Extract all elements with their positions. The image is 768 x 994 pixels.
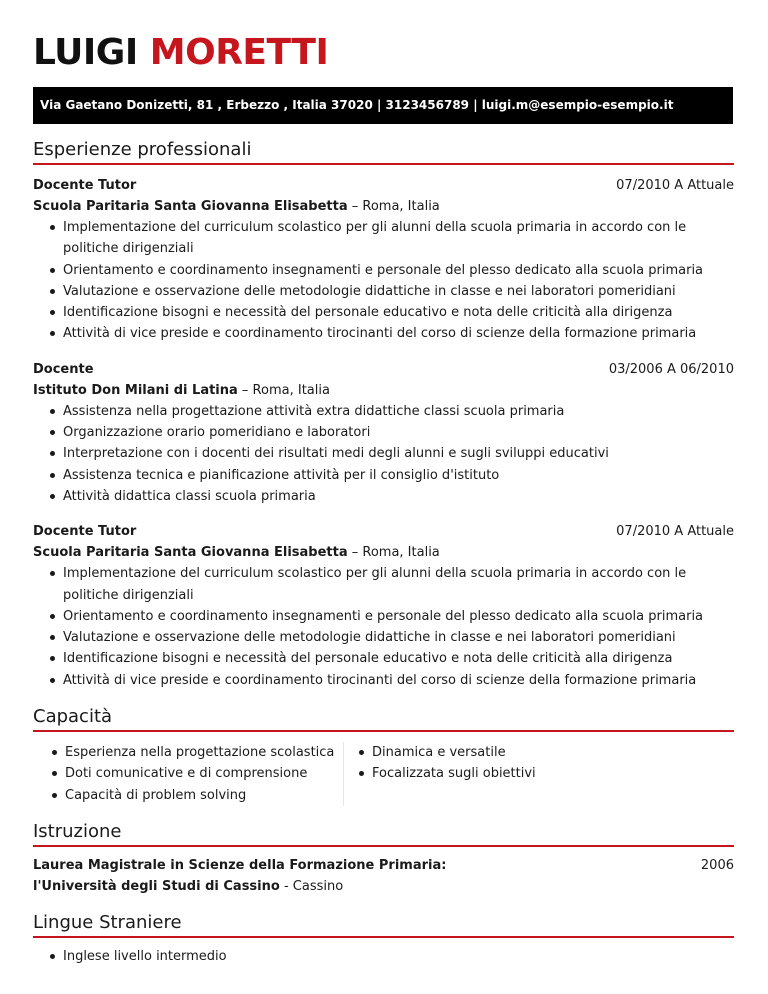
school-name: l'Università degli Studi di Cassino: [33, 878, 280, 894]
job-company: Scuola Paritaria Santa Giovanna Elisabetta: [33, 199, 348, 214]
education-section: [33, 820, 734, 897]
list-item: Valutazione e osservazione delle metodologie didattiche in classe e nei laboratori pomeridiani: [63, 627, 734, 648]
job-title: Docente: [33, 361, 94, 377]
last-name: MORETTI: [149, 32, 329, 73]
list-item: Assistenza nella progettazione attività extra didattiche classi scuola primaria: [63, 401, 734, 422]
list-item: Implementazione del curriculum scolastico per gli alunni della scuola primaria in accordo con le politiche dirigenziali: [63, 563, 734, 606]
job-location: – Roma, Italia: [347, 199, 440, 214]
candidate-name: [33, 30, 328, 76]
job-dates: 07/2010 A Attuale: [616, 178, 734, 193]
job-company: Scuola Paritaria Santa Giovanna Elisabetta: [33, 545, 348, 561]
school-city: - Cassino: [279, 878, 344, 894]
job-title: Docente Tutor: [33, 524, 137, 540]
list-item: Capacità di problem solving: [65, 785, 343, 806]
job-duties: [33, 217, 734, 345]
list-item: Inglese livello intermedio: [63, 946, 734, 967]
list-item: Organizzazione orario pomeridiano e laboratori: [63, 422, 734, 443]
skills-columns: [33, 742, 734, 806]
languages-section: [33, 911, 734, 967]
list-item: Interpretazione con i docenti dei risultati medi degli alunni e sugli sviluppi educativi: [63, 443, 734, 464]
contact-bar: Via Gaetano Donizetti, 81 , Erbezzo , Italia 37020 | 3123456789 | luigi.m@esempio-esempio.it: [33, 87, 733, 124]
degree-title: Laurea Magistrale in Scienze della Formazione Primaria:: [33, 857, 447, 873]
job-title: Docente Tutor: [33, 178, 137, 193]
list-item: Orientamento e coordinamento insegnamenti e personale del plesso dedicato alla scuola primaria: [63, 606, 734, 627]
education-heading: Istruzione: [33, 820, 734, 847]
list-item: Orientamento e coordinamento insegnamenti e personale del plesso dedicato alla scuola primaria: [63, 260, 734, 281]
degree-year: 2006: [700, 857, 734, 873]
job-duties: [33, 563, 734, 691]
skills-heading: Capacità: [33, 705, 734, 732]
job-entry: [33, 359, 734, 507]
list-item: Identificazione bisogni e necessità del personale educativo e nota delle criticità alla dirigenza: [63, 648, 734, 669]
list-item: Doti comunicative e di comprensione: [65, 763, 343, 784]
resume-content: [33, 138, 734, 967]
skills-section: [33, 705, 734, 806]
skills-column-2: [344, 742, 536, 806]
experience-heading: Esperienze professionali: [33, 138, 734, 165]
list-item: Assistenza tecnica e pianificazione attività per il consiglio d'istituto: [63, 465, 734, 486]
job-entry: [33, 521, 734, 691]
job-location: – Roma, Italia: [237, 382, 330, 398]
first-name: LUIGI: [33, 32, 138, 73]
job-entry: [33, 175, 734, 345]
experience-section: [33, 138, 734, 691]
list-item: Dinamica e versatile: [372, 742, 536, 763]
list-item: Implementazione del curriculum scolastico per gli alunni della scuola primaria in accordo con le politiche dirigenziali: [63, 217, 734, 260]
list-item: Attività di vice preside e coordinamento tirocinanti del corso di scienze della formazione primaria: [63, 323, 734, 344]
job-duties: [33, 401, 734, 507]
job-dates: 07/2010 A Attuale: [616, 524, 734, 540]
job-company: Istituto Don Milani di Latina: [33, 382, 238, 398]
list-item: Valutazione e osservazione delle metodologie didattiche in classe e nei laboratori pomeridiani: [63, 281, 734, 302]
skills-column-1: [33, 742, 344, 806]
list-item: Focalizzata sugli obiettivi: [372, 763, 536, 784]
languages-heading: Lingue Straniere: [33, 911, 734, 938]
list-item: Attività di vice preside e coordinamento tirocinanti del corso di scienze della formazione primaria: [63, 670, 734, 691]
list-item: Attività didattica classi scuola primaria: [63, 486, 734, 507]
job-location: – Roma, Italia: [347, 545, 440, 561]
list-item: Identificazione bisogni e necessità del personale educativo e nota delle criticità alla dirigenza: [63, 302, 734, 323]
list-item: Esperienza nella progettazione scolastica: [65, 742, 343, 763]
job-dates: 03/2006 A 06/2010: [608, 361, 734, 377]
